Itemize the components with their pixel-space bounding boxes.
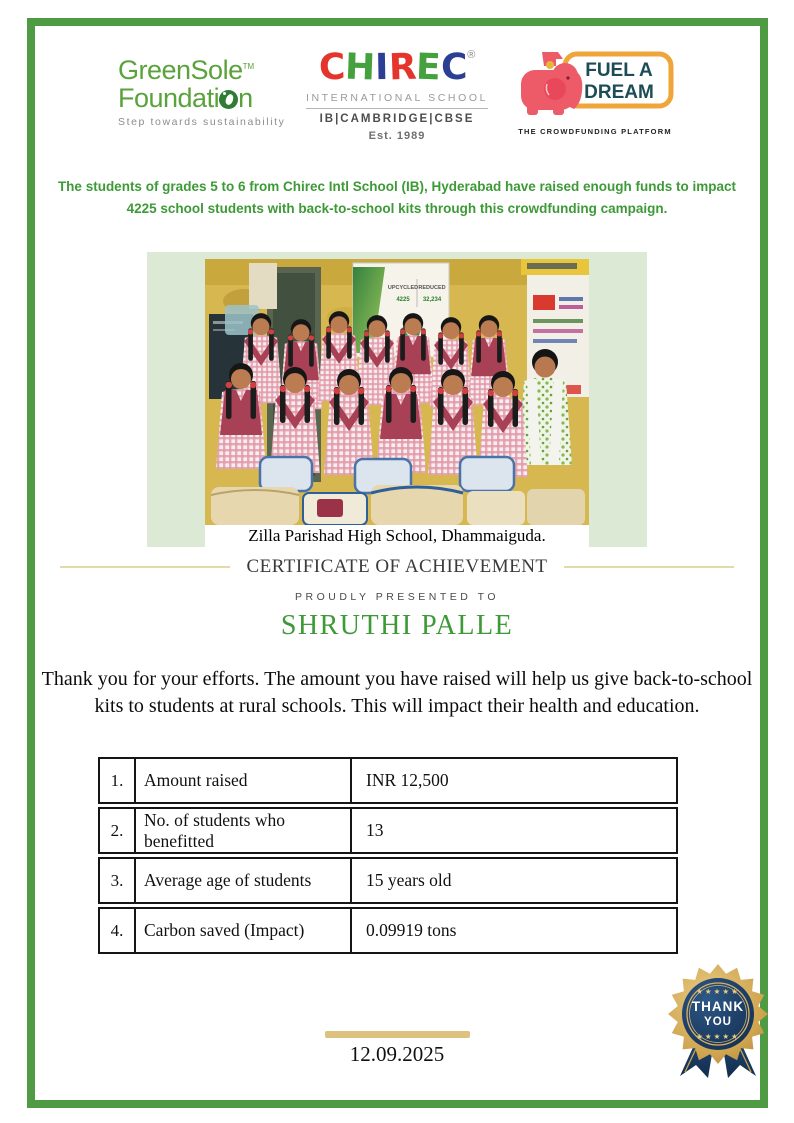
fuel-a-dream-title-line1: FUEL A: [584, 60, 653, 81]
campaign-summary-text: The students of grades 5 to 6 from Chirec Intl School (IB), Hyderabad have raised enough funds to impact 4225 school students with back-to-school kits through this crowdfunding campaign.: [57, 179, 737, 216]
side-banner: [521, 259, 589, 397]
greensole-line1: GreenSole: [118, 55, 243, 85]
certificate-heading-row: [60, 556, 734, 578]
greensole-line2-pre: Foundati: [118, 82, 220, 113]
banner-upcycled-value: 4225: [396, 297, 410, 303]
row-number: 1.: [100, 759, 136, 802]
thank-you-badge: [643, 952, 793, 1087]
date-rule: [325, 1031, 470, 1038]
trademark-symbol: TM: [242, 62, 255, 71]
photo-mat: [147, 252, 647, 547]
chirec-letter: H: [344, 46, 376, 89]
badge-text-you: YOU: [704, 1016, 732, 1028]
chirec-established: Est. 1989: [368, 130, 426, 142]
badge-stars-top: ★★★★★: [696, 987, 740, 996]
badge-stars-bottom: ★★★★★: [696, 1032, 740, 1041]
row-label: No. of students who benefitted: [136, 809, 352, 852]
impact-table: [98, 757, 678, 957]
row-number: 4.: [100, 909, 136, 952]
banner-upcycled-label: UPCYCLED: [387, 285, 419, 291]
registered-symbol: ®: [467, 49, 476, 61]
greensole-foundation-logo: [118, 57, 293, 128]
fuel-a-dream-elephant-icon: [513, 48, 678, 120]
table-row: [98, 757, 678, 804]
chirec-school-logo: [287, 46, 507, 142]
heading-rule-right: [564, 566, 734, 568]
greensole-name: [118, 57, 293, 112]
row-value: 0.09919 tons: [366, 920, 457, 940]
fuel-a-dream-title-line2: DREAM: [583, 82, 654, 103]
fuel-a-dream-tagline: THE CROWDFUNDING PLATFORM: [518, 127, 672, 136]
row-number: 2.: [100, 809, 136, 852]
school-kit-bags: [211, 485, 585, 525]
presented-to-label: PROUDLY PRESENTED TO: [294, 591, 499, 603]
banner-reduced-value: 32,234: [422, 297, 442, 303]
chirec-letter: I: [374, 46, 389, 89]
row-value: INR 12,500: [366, 770, 449, 790]
fuel-a-dream-logo: [512, 48, 678, 136]
certificate-title: CERTIFICATE OF ACHIEVEMENT: [246, 556, 548, 577]
chirec-letter: C: [440, 46, 468, 89]
row-number: 3.: [100, 859, 136, 902]
row-label: Amount raised: [136, 759, 352, 802]
chirec-wordmark: [287, 46, 507, 89]
row-value: 15 years old: [366, 870, 452, 890]
table-row: [98, 857, 678, 904]
greensole-tagline: Step towards sustainability: [118, 116, 286, 129]
chirec-boards: IB|CAMBRIDGE|CBSE: [319, 113, 475, 125]
banner-reduced-label: REDUCED: [418, 285, 446, 291]
chirec-letter: C: [317, 46, 346, 89]
footprint-o-icon: [219, 90, 238, 109]
row-label: Carbon saved (Impact): [136, 909, 352, 952]
school-group-photo: [205, 259, 589, 525]
row-label: Average age of students: [136, 859, 352, 902]
badge-text-thank: THANK: [691, 999, 745, 1014]
thank-you-message: Thank you for your efforts. The amount you have raised will help us give back-to-school kits to students at rural schools. This will impact their health and education.: [41, 668, 753, 717]
recipient-name: SHRUTHI PALLE: [280, 610, 514, 641]
chirec-letter: E: [415, 46, 442, 89]
certificate-date: 12.09.2025: [349, 1042, 445, 1066]
heading-rule-left: [60, 566, 230, 568]
row-value: 13: [366, 820, 384, 840]
greensole-line2-post: n: [238, 82, 253, 113]
table-row: [98, 907, 678, 954]
chirec-letter: R: [387, 46, 417, 89]
photo-caption: Zilla Parishad High School, Dhammaiguda.: [205, 525, 589, 547]
table-row: [98, 807, 678, 854]
chirec-subtitle: INTERNATIONAL SCHOOL: [306, 92, 488, 109]
